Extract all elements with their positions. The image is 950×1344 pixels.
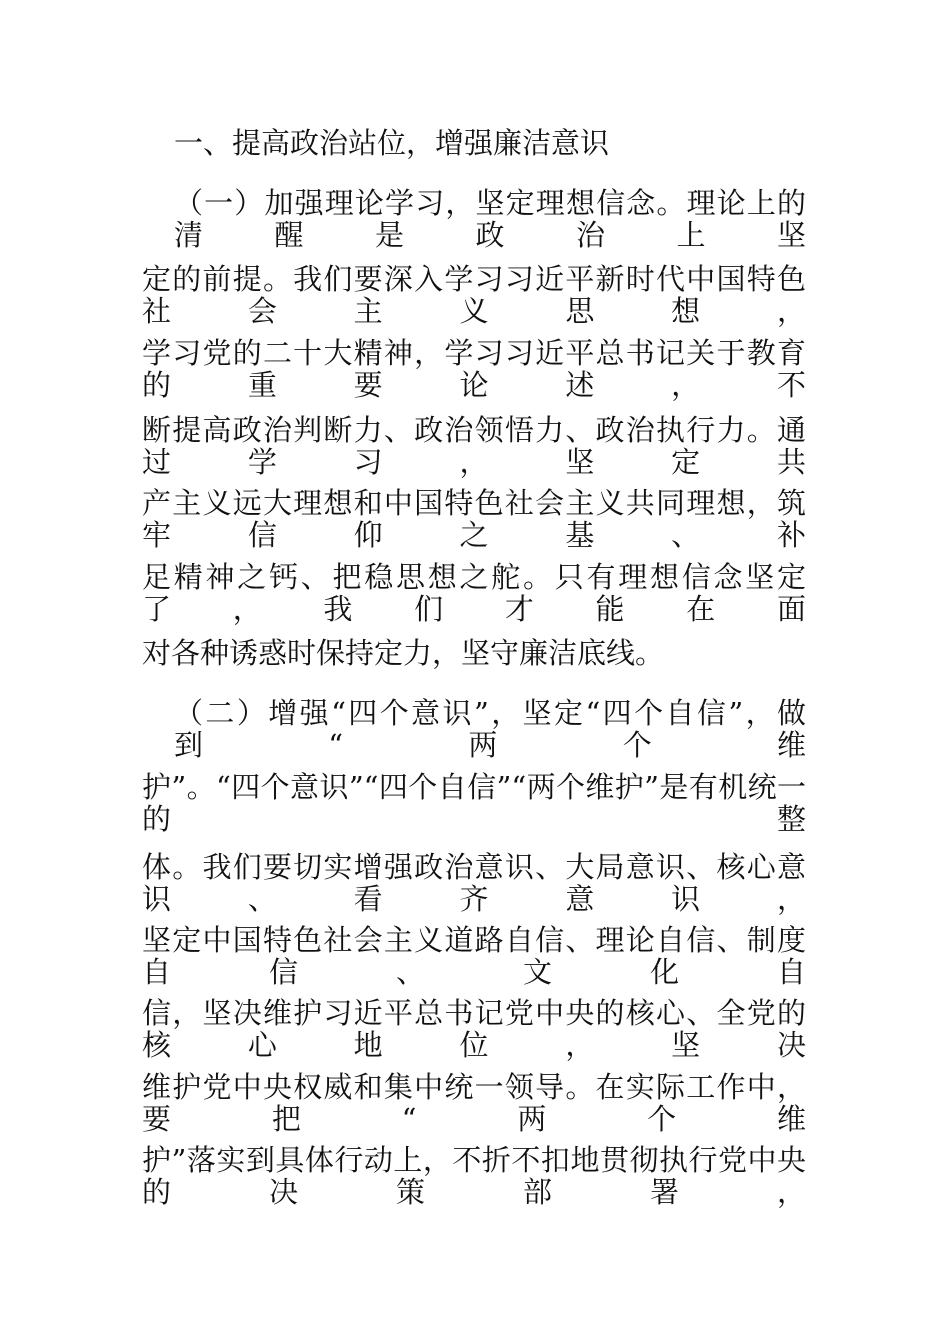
section-heading: 一、提高政治站位，增强廉洁意识 xyxy=(174,126,610,160)
paragraph-line: 护”。“四个意识”“四个自信”“两个维护”是有机统一的整 xyxy=(142,770,806,836)
paragraph-line: 维护党中央权威和集中统一领导。在实际工作中，要把“两个维 xyxy=(142,1070,806,1136)
paragraph-line: 对各种诱惑时保持定力，坚守廉洁底线。 xyxy=(142,636,665,670)
paragraph-line: 定的前提。我们要深入学习习近平新时代中国特色社会主义思想， xyxy=(142,262,806,328)
paragraph-line: 体。我们要切实增强政治意识、大局意识、核心意识、看齐意识， xyxy=(142,850,806,916)
paragraph-line: （一）加强理论学习，坚定理想信念。理论上的清醒是政治上坚 xyxy=(174,186,806,252)
paragraph-line: 断提高政治判断力、政治领悟力、政治执行力。通过学习，坚定共 xyxy=(142,413,806,479)
paragraph-line: 护”落实到具体行动上，不折不扣地贯彻执行党中央的决策部署， xyxy=(142,1143,806,1209)
paragraph-line: 坚定中国特色社会主义道路自信、理论自信、制度自信、文化自 xyxy=(142,923,806,989)
paragraph-line: 足精神之钙、把稳思想之舵。只有理想信念坚定了，我们才能在面 xyxy=(142,560,806,626)
paragraph-line: （二）增强“四个意识”，坚定“四个自信”，做到“两个维 xyxy=(174,696,806,762)
paragraph-line: 产主义远大理想和中国特色社会主义共同理想，筑牢信仰之基、补 xyxy=(142,486,806,552)
paragraph-line: 学习党的二十大精神，学习习近平总书记关于教育的重要论述，不 xyxy=(142,336,806,402)
paragraph-line: 信，坚决维护习近平总书记党中央的核心、全党的核心地位，坚决 xyxy=(142,996,806,1062)
